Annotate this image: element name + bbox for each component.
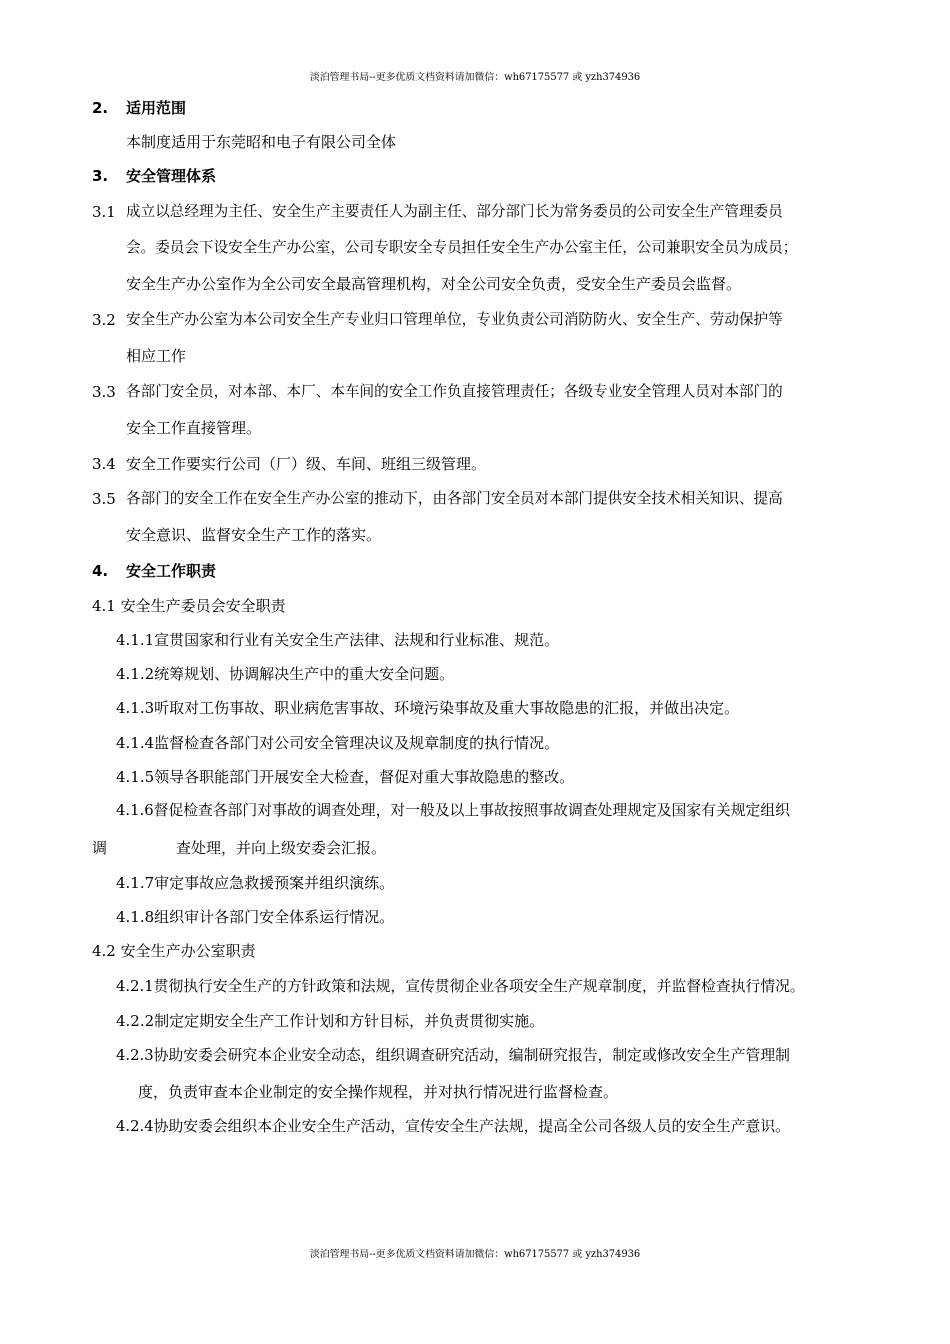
item-4-1-6: 4.1.6督促检查各部门对事故的调查处理，对一般及以上事故按照事故调查处理规定及国家有关规定组织 — [116, 802, 790, 819]
section-4-heading — [92, 561, 216, 581]
item-4-1-4: 4.1.4监督检查各部门对公司安全管理决议及规章制度的执行情况。 — [116, 734, 560, 752]
item-4-1-2: 4.1.2统筹规划、协调解决生产中的重大安全问题。 — [116, 665, 455, 683]
item-4-1-6-continuation-start: 调 — [92, 839, 108, 857]
section-3-heading — [92, 166, 216, 186]
item-4-1-6-continuation: 查处理，并向上级安委会汇报。 — [176, 839, 387, 857]
item-4-1-5: 4.1.5领导各职能部门开展安全大检查，督促对重大事故隐患的整改。 — [116, 768, 575, 786]
item-4-1-7: 4.1.7审定事故应急救援预案并组织演练。 — [116, 874, 395, 892]
clause-3-3-num: 3.3 — [92, 383, 116, 401]
page-header: 淡泊管理书局--更多优质文档资料请加微信：wh67175577 或 yzh374936 — [309, 72, 641, 83]
clause-3-1-line: 成立以总经理为主任、安全生产主要责任人为副主任、部分部门长为常务委员的公司安全生产管理委员 — [126, 203, 783, 220]
clause-3-1-line: 安全生产办公室作为全公司安全最高管理机构，对全公司安全负责，受安全生产委员会监督。 — [126, 275, 742, 293]
item-4-1-1: 4.1.1宣贯国家和行业有关安全生产法律、法规和行业标准、规范。 — [116, 631, 560, 649]
clause-3-5-line: 安全意识、监督安全生产工作的落实。 — [126, 526, 382, 544]
clause-3-2-num: 3.2 — [92, 311, 116, 329]
clause-4-2-heading: 4.2 安全生产办公室职责 — [92, 942, 256, 960]
clause-4-1-heading: 4.1 安全生产委员会安全职责 — [92, 597, 286, 615]
section-title: 适用范围 — [126, 99, 187, 117]
clause-3-1-num: 3.1 — [92, 203, 116, 221]
item-4-2-3-continuation: 度，负责审查本企业制定的安全操作规程，并对执行情况进行监督检查。 — [138, 1083, 619, 1101]
item-4-2-1: 4.2.1贯彻执行安全生产的方针政策和法规，宣传贯彻企业各项安全生产规章制度，并监督检查执行情况。 — [116, 978, 805, 995]
page-footer: 淡泊管理书局--更多优质文档资料请加微信：wh67175577 或 yzh374936 — [309, 1249, 641, 1260]
section-title: 安全工作职责 — [126, 562, 217, 580]
clause-3-3-line: 各部门安全员，对本部、本厂、本车间的安全工作负直接管理责任；各级专业安全管理人员对本部门的 — [126, 383, 783, 400]
item-4-1-3: 4.1.3听取对工伤事故、职业病危害事故、环境污染事故及重大事故隐患的汇报，并做出决定。 — [116, 699, 740, 717]
section-number: 2. — [92, 99, 109, 117]
section-title: 安全管理体系 — [126, 167, 217, 185]
clause-3-2-line: 相应工作 — [126, 347, 187, 365]
item-4-2-2: 4.2.2制定定期安全生产工作计划和方针目标，并负责贯彻实施。 — [116, 1012, 545, 1030]
clause-3-5-line: 各部门的安全工作在安全生产办公室的推动下，由各部门安全员对本部门提供安全技术相关知识、提高 — [126, 490, 783, 507]
section-number: 4. — [92, 562, 109, 580]
clause-3-2-line: 安全生产办公室为本公司安全生产专业归口管理单位，专业负责公司消防防火、安全生产、劳动保护等 — [126, 311, 783, 328]
clause-3-1-line: 会。委员会下设安全生产办公室，公司专职安全专员担任安全生产办公室主任，公司兼职安全员为成员； — [126, 239, 798, 256]
section-2-body: 本制度适用于东莞昭和电子有限公司全体 — [126, 133, 397, 151]
clause-3-4-num: 3.4 — [92, 455, 116, 473]
item-4-2-3: 4.2.3协助安委会研究本企业安全动态，组织调查研究活动，编制研究报告，制定或修改安全生产管理制 — [116, 1047, 790, 1064]
clause-3-5-num: 3.5 — [92, 490, 116, 508]
item-4-1-8: 4.1.8组织审计各部门安全体系运行情况。 — [116, 908, 395, 926]
clause-3-3-line: 安全工作直接管理。 — [126, 419, 262, 437]
section-2-heading — [92, 98, 186, 118]
item-4-2-4: 4.2.4协助安委会组织本企业安全生产活动，宣传安全生产法规，提高全公司各级人员的安全生产意识。 — [116, 1118, 790, 1135]
section-number: 3. — [92, 167, 109, 185]
clause-3-4-line: 安全工作要实行公司（厂）级、车间、班组三级管理。 — [126, 455, 487, 473]
